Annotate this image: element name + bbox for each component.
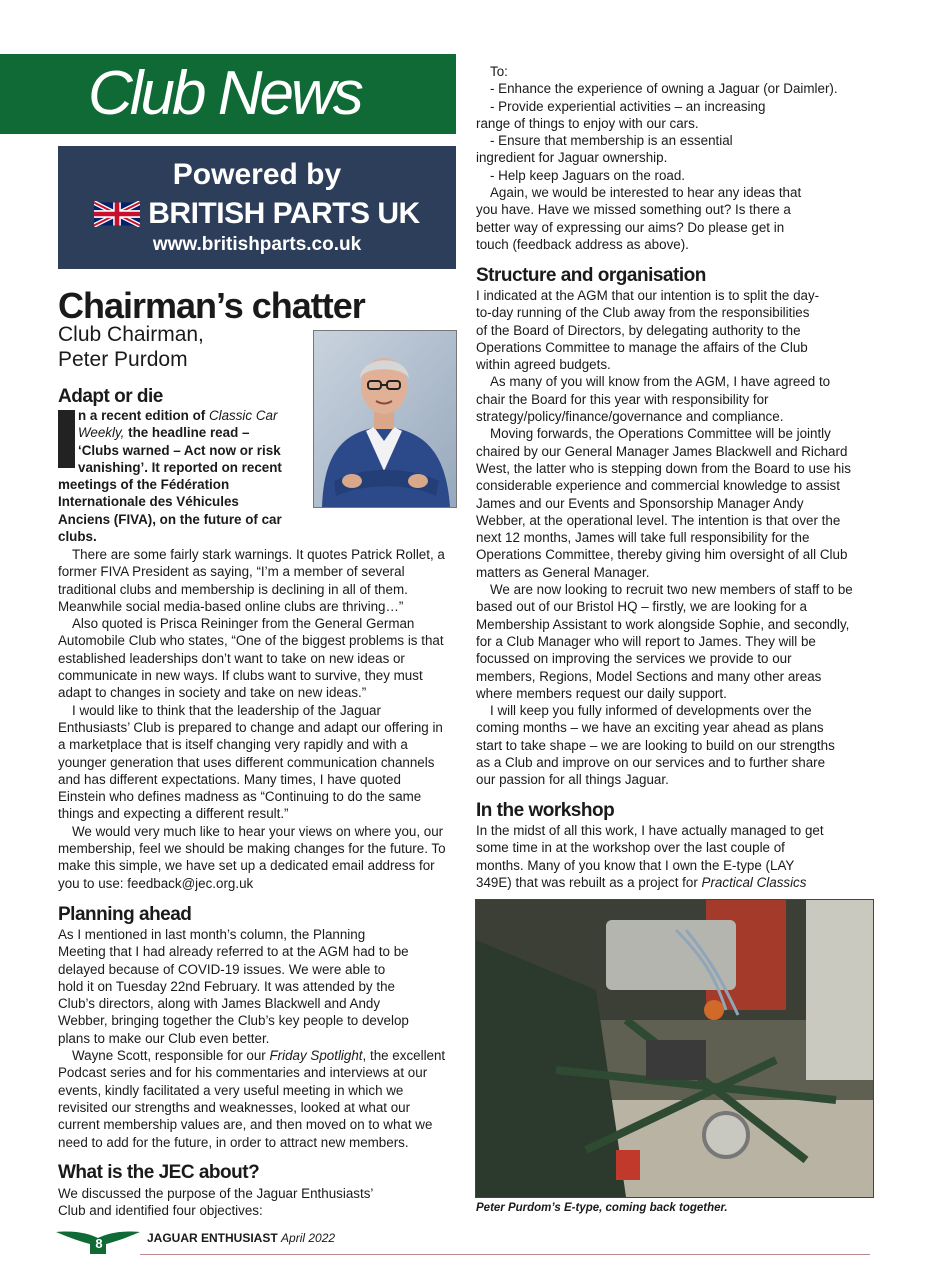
list-item: - Enhance the experience of owning a Jaguar (or Daimler). bbox=[490, 81, 838, 97]
paragraph: I will keep you fully informed of developments over the coming months – we have an exciting year ahead as plans start to take shape – we are looking to build on our strengths as a Club and improve on our services and to further share our passion for all things Jaguar. bbox=[476, 703, 835, 788]
paragraph: We are now looking to recruit two new members of staff to be based out of our Bristol HQ – firstly, we are looking for a Membership Assistant to work alongside Sophie, and secondly, for a Club Manager who will report to James. They will be focussed on improving the services we provide to our members, Regions, Model Sections and many other areas where members request our daily support. bbox=[476, 582, 853, 701]
sponsor-brand-row bbox=[58, 196, 456, 232]
photo-caption: Peter Purdom’s E-type, coming back together. bbox=[476, 1202, 728, 1214]
byline-name: Peter Purdom bbox=[58, 348, 188, 371]
paragraph: To: bbox=[490, 64, 508, 79]
structure-body bbox=[476, 287, 854, 789]
objectives-body bbox=[476, 63, 861, 253]
club-news-title: Club News bbox=[88, 59, 361, 128]
publication-name: JAGUAR ENTHUSIAST bbox=[147, 1231, 278, 1245]
list-item: - Help keep Jaguars on the road. bbox=[490, 167, 686, 183]
issue-date: April 2022 bbox=[281, 1231, 336, 1245]
paragraph: Moving forwards, the Operations Committee will be jointly chaired by our General Manager James Blackwell and Richard West, the latter who is stepping down from the Board to use his considerable experience and commercial knowledge to assist James and our Events and Sponsorship Manager Andy Webber, at the operational level. The intention is that over the next 12 months, James will take full responsibility for the Operations Committee, thereby giving him oversight of all Club matters as General Manager. bbox=[476, 426, 851, 580]
club-news-banner bbox=[0, 54, 456, 134]
adapt-lede: n a recent edition of Classic Car Weekly, the headline read – ‘Clubs warned – Act now or risk vanishing’. It reported on recent meetings of the Fédération Internationale des Véhicules Anciens (FIVA), on the future of car clubs. bbox=[58, 408, 282, 545]
paragraph: Again, we would be interested to hear any ideas that you have. Have we missed something out? Is there a better way of expressing our aims? Do please get in touch (feedback address as above). bbox=[476, 185, 802, 252]
section-heading-jec: What is the JEC about? bbox=[58, 1162, 260, 1183]
page-number: 8 bbox=[95, 1236, 103, 1251]
section-heading-workshop: In the workshop bbox=[476, 800, 615, 821]
workshop-body bbox=[476, 822, 826, 891]
section-heading-planning: Planning ahead bbox=[58, 904, 192, 925]
footer-publication bbox=[147, 1231, 335, 1245]
union-jack-flag-icon bbox=[94, 201, 140, 227]
planning-body bbox=[58, 926, 454, 1151]
sponsor-url[interactable]: www.britishparts.co.uk bbox=[152, 234, 362, 255]
list-item: - Ensure that membership is an essential ingredient for Jaguar ownership. bbox=[476, 133, 733, 166]
paragraph: I would like to think that the leadership of the Jaguar Enthusiasts’ Club is prepared to change and adapt our offering in a marketplace that is itself changing very rapidly and with a younger generation that uses different communication channels and has different expectations. Many times, I have quoted Einstein who defines madness as “Continuing to do the same things and expecting a different result.” bbox=[58, 702, 443, 822]
sponsor-brand-name: BRITISH PARTS UK bbox=[148, 197, 420, 230]
sponsor-powered-by: Powered by bbox=[172, 158, 342, 191]
paragraph: There are some fairly stark warnings. It quotes Patrick Rollet, a former FIVA President as saying, “I’m a member of several traditional clubs and membership is declining in all of them. Meanwhile social media-based online clubs are thriving…” bbox=[58, 547, 445, 614]
adapt-body bbox=[58, 546, 452, 892]
paragraph: We would very much like to hear your views on where you, our membership, feel we should be making changes for the future. To make this simple, we have set up a dedicated email address for you to use: feedback@jec.org.uk bbox=[58, 823, 446, 891]
byline-role: Club Chairman, bbox=[58, 323, 204, 346]
sponsor-box[interactable] bbox=[58, 146, 456, 269]
paragraph: I indicated at the AGM that our intention is to split the day-to-day running of the Club away from the responsibilities of the Board of Directors, by delegating authority to the Operations Committee to manage the affairs of the Club within agreed budgets. bbox=[476, 288, 820, 373]
list-item: - Provide experiential activities – an increasing range of things to enjoy with our cars. bbox=[476, 98, 766, 131]
page-title: Chairman’s chatter bbox=[58, 285, 365, 326]
footer-divider bbox=[140, 1254, 870, 1255]
section-heading-structure: Structure and organisation bbox=[476, 265, 706, 286]
paragraph: Wayne Scott, responsible for our Friday Spotlight, the excellent Podcast series and for his commentaries and interviews at our events, kindly facilitated a very useful meeting in which we revisited our strengths and weaknesses, looked at what our current membership values are, and then moved on to what we need to add for the future, in order to attract new members. bbox=[58, 1048, 446, 1150]
etype-workshop-photo bbox=[475, 899, 874, 1198]
paragraph: As many of you will know from the AGM, I have agreed to chair the Board for this year with responsibility for strategy/policy/finance/governance and compliance. bbox=[476, 374, 831, 425]
jec-body: We discussed the purpose of the Jaguar Enthusiasts’ Club and identified four objectives: bbox=[58, 1186, 373, 1219]
paragraph: As I mentioned in last month’s column, the Planning Meeting that I had already referred to at the AGM had to be delayed because of COVID-19 issues. We were able to hold it on Tuesday 22nd February. It was attended by the Club’s directors, along with James Blackwell and Andy Webber, bringing together the Club’s key people to develop plans to make our Club even better. bbox=[58, 927, 409, 1046]
paragraph: Also quoted is Prisca Reininger from the General German Automobile Club who states, “One of the biggest problems is that established leaderships don’t want to take on new ideas or communicate in new ways. If clubs want to survive, they must adapt to changes in society and take on new ideas.” bbox=[58, 616, 444, 701]
chairman-portrait-photo bbox=[313, 330, 457, 508]
section-heading-adapt: Adapt or die bbox=[58, 386, 163, 407]
paragraph: In the midst of all this work, I have actually managed to get some time in at the workshop over the last couple of months. Many of you know that I own the E-type (LAY 349E) that was rebuilt as a project for Practical Classics bbox=[476, 823, 824, 890]
